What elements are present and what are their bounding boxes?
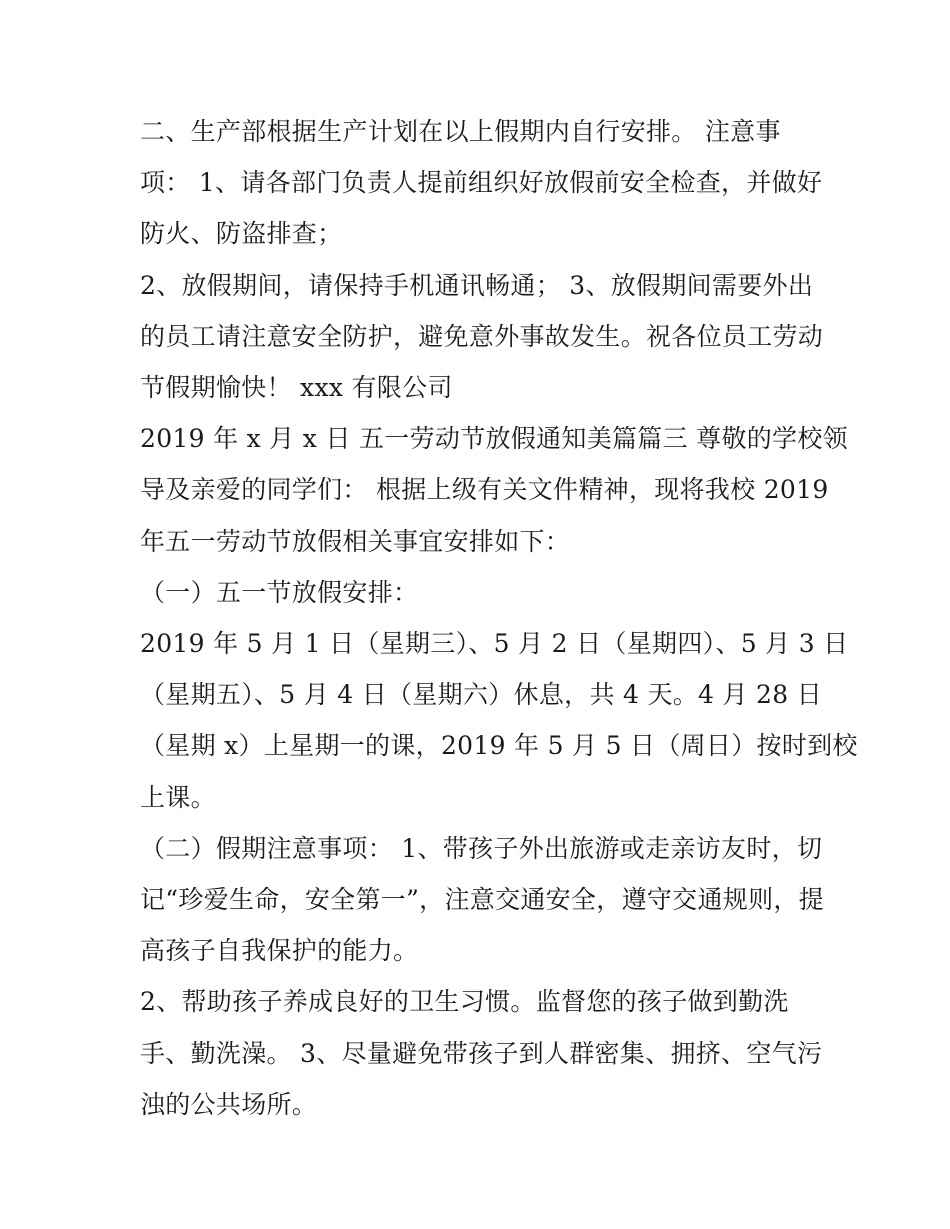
text-line: 2、放假期间，请保持手机通讯畅通； 3、放假期间需要外出 [140,270,814,300]
text-line: 手、勤洗澡。 3、尽量避免带孩子到人群密集、拥挤、空气污 [140,1038,823,1068]
text-line: 2019 年 5 月 1 日（星期三）、5 月 2 日（星期四）、5 月 3 日 [140,629,849,659]
text-line: 上课。 [140,782,216,812]
text-line: 的员工请注意安全防护，避免意外事故发生。祝各位员工劳动 [140,321,824,351]
text-line: 节假期愉快！ xxx 有限公司 [140,373,453,403]
text-line: （星期 x）上星期一的课，2019 年 5 月 5 日（周日）按时到校 [140,731,858,761]
text-line: （二）假期注意事项： 1、带孩子外出旅游或走亲访友时，切 [140,833,823,863]
text-line: （星期五）、5 月 4 日（星期六）休息，共 4 天。4 月 28 日 [140,680,823,710]
text-line: 浊的公共场所。 [140,1089,318,1119]
text-line: （一）五一节放假安排： [140,577,419,607]
text-line: 2019 年 x 月 x 日 五一劳动节放假通知美篇篇三 尊敬的学校领 [140,424,848,454]
text-line: 高孩子自我保护的能力。 [140,936,419,966]
text-line: 二、生产部根据生产计划在以上假期内自行安排。 注意事 [140,117,781,146]
text-line: 记“珍爱生命，安全第一”，注意交通安全，遵守交通规则，提 [140,885,824,915]
text-line: 项： 1、请各部门负责人提前组织好放假前安全检查，并做好 [140,168,823,198]
document-body [140,106,858,1130]
text-line: 防火、防盗排查； [140,219,343,249]
text-line: 导及亲爱的同学们： 根据上级有关文件精神，现将我校 2019 [140,475,829,505]
text-line: 年五一劳动节放假相关事宜安排如下： [140,526,571,556]
text-line: 2、帮助孩子养成良好的卫生习惯。监督您的孩子做到勤洗 [140,987,789,1017]
